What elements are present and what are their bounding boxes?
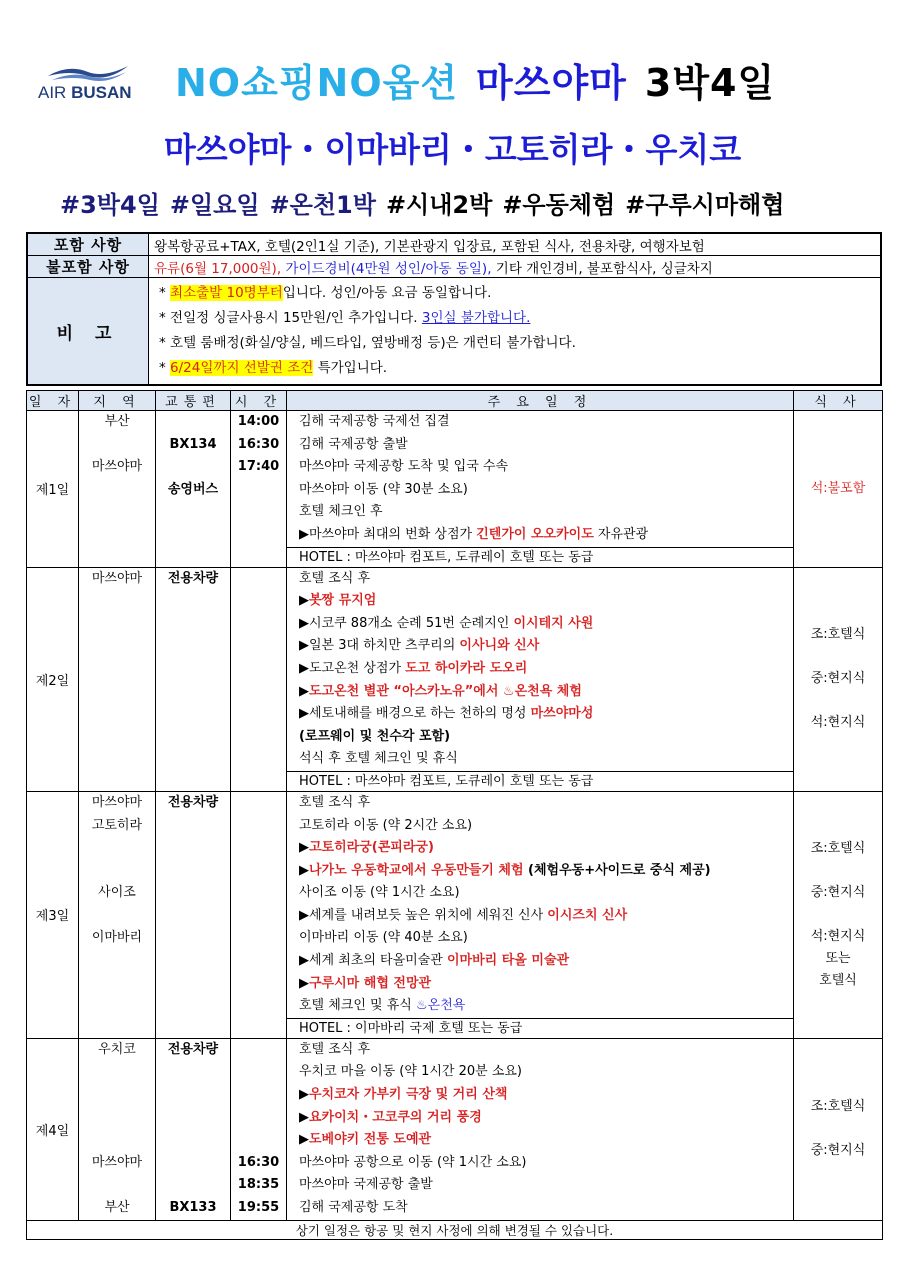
schedule-line: ▶세계 최초의 타올미술관 이마바리 타올 미술관 [299,953,570,969]
schedule-cell [287,567,794,791]
region [79,905,155,928]
time [231,501,286,524]
time [231,1107,286,1130]
schedule-line: ▶도베야키 전통 도예관 [299,1132,432,1148]
schedule-line: ▶도고온천 상점가 도고 하이카라 도오리 [299,660,528,676]
excluded-label: 불포함 사항 [27,256,149,278]
itinerary-header-row [27,391,883,411]
schedule-line: 사이조 이동 (약 1시간 소요) [299,885,460,901]
schedule-line: 마쓰야마 국제공항 도착 및 입국 수속 [299,459,509,475]
header-region: 지 역 [79,391,156,411]
schedule-line: 호텔 조식 후 [299,794,371,810]
time [231,1129,286,1152]
transport [156,1152,230,1175]
schedule-line: ▶봇짱 뮤지엄 [299,593,377,609]
meals-cell [794,791,883,1038]
region [79,479,155,502]
meal-item: 조:호텔식 [810,627,866,643]
region [79,501,155,524]
time-cell [231,791,287,1038]
bird-wing-icon [46,62,130,84]
transport [156,456,230,479]
schedule-line: 석식 후 호텔 체크인 및 휴식 [299,751,458,767]
region [79,1174,155,1197]
schedule-line: ▶요카이치・고코쿠의 거리 풍경 [299,1109,482,1125]
schedule-line: ▶우치코자 가부키 극장 및 거리 산책 [299,1087,508,1103]
time [231,524,286,547]
schedule-line: 호텔 조식 후 [299,570,371,586]
header-time: 시 간 [231,391,287,411]
transport: 전용차량 [167,1041,219,1057]
page-header [0,0,905,230]
day-row [27,411,883,568]
time: 17:40 [237,459,280,475]
remark-item: * 호텔 룸배정(화실/양실, 베드타입, 옆방배정 등)은 개런티 불가합니다. [159,335,576,351]
region [79,1129,155,1152]
schedule-line: 호텔 조식 후 [299,1041,371,1057]
schedule-line: 마쓰야마 국제공항 출발 [299,1177,433,1193]
region-cell [79,1038,156,1220]
region-cell [79,791,156,1038]
header-meals: 식 사 [794,391,883,411]
remark-item: * 전일정 싱글사용시 15만원/인 추가입니다. 3인실 불가합니다. [159,310,531,326]
meal-item: 중:현지식 [810,884,866,900]
region: 마쓰야마 [91,1154,143,1170]
region: 부산 [104,414,130,429]
tour-info-table [26,232,882,386]
air-busan-logo [38,62,134,104]
transport [156,1107,230,1130]
region [79,524,155,547]
schedule-line: ▶세계를 내려보듯 높은 위치에 세워진 신사 이시즈치 신사 [299,907,628,923]
transport-cell [156,411,231,568]
meal-item: 석:현지식 [810,715,866,731]
transport-cell [156,1038,231,1220]
meal-item: 또는 [825,950,851,966]
region-cell [79,567,156,791]
transport: 전용차량 [167,570,219,586]
route-subtitle: 마쓰야마・이마바리・고토히라・우치코 [163,130,742,169]
day-label: 제3일 [27,791,79,1038]
region-cell [79,411,156,568]
schedule-line: 호텔 체크인 후 [299,504,383,520]
time: 14:00 [237,414,280,429]
hotel-line: HOTEL : 마쓰야마 컴포트, 도큐레이 호텔 또는 동급 [287,547,793,567]
remarks-label: 비 고 [27,278,149,386]
transport [156,501,230,524]
transport: 송영버스 [167,481,219,497]
transport [156,411,230,434]
time-cell [231,1038,287,1220]
region [79,860,155,883]
region: 이마바리 [91,930,143,946]
transport [156,1129,230,1152]
meal-item: 중:현지식 [810,671,866,687]
schedule-line: ▶고토히라궁(콘피라궁) [299,840,434,856]
schedule-line: ▶일본 3대 하치만 츠쿠리의 이사니와 신사 [299,638,540,654]
schedule-line: (로프웨이 및 천수각 포함) [299,728,451,744]
meal-item: 중:현지식 [810,1143,866,1159]
region [79,1107,155,1130]
schedule-cell [287,1038,794,1220]
time-cell [231,567,287,791]
schedule-cell [287,411,794,568]
schedule-line: ▶도고온천 별관 “아스카노유”에서 ♨온천욕 체험 [299,683,582,699]
transport [156,524,230,547]
included-row [27,233,881,256]
day-row [27,1038,883,1220]
time-cell [231,411,287,568]
time [231,479,286,502]
time: 19:55 [237,1200,280,1215]
meal-item: 조:호텔식 [810,1099,866,1115]
transport: BX133 [169,1200,217,1215]
region [79,434,155,457]
region [79,1061,155,1084]
included-text: 왕복항공료+TAX, 호텔(2인1실 기준), 기본관광지 입장료, 포함된 식사, 전용차량, 여행자보험 [149,233,882,256]
schedule-line: 마쓰야마 공항으로 이동 (약 1시간 소요) [299,1154,527,1170]
remarks-row [27,278,881,386]
day-label: 제1일 [27,411,79,568]
time: 16:30 [237,1154,280,1170]
day-row [27,791,883,1038]
time [231,1084,286,1107]
header-date: 일 자 [27,391,79,411]
logo-text: AIR BUSAN [38,83,132,102]
header-schedule: 주 요 일 정 [287,391,794,411]
excluded-row [27,256,881,278]
region: 부산 [104,1200,130,1215]
schedule-line: 김해 국제공항 도착 [299,1200,408,1215]
region [79,837,155,860]
itinerary-table [26,390,883,1240]
region: 고토히라 [91,817,143,833]
schedule-line: ▶시코쿠 88개소 순례 51번 순례지인 이시테지 사원 [299,615,594,631]
meals-cell [794,1038,883,1220]
footer-row [27,1220,883,1239]
transport-cell [156,567,231,791]
meals-cell [794,567,883,791]
meals-cell [794,411,883,568]
transport: 전용차량 [167,794,219,810]
transport: BX134 [169,436,217,452]
schedule-line: 고토히라 이동 (약 2시간 소요) [299,817,473,833]
time [231,1039,286,1062]
hashtags: #3박4일 #일요일 #온천1박 #시내2박 #우동체험 #구루시마해협 [60,191,785,219]
time [231,1061,286,1084]
region: 사이조 [98,885,136,901]
remarks-list [149,278,882,386]
schedule-line: ▶세토내해를 배경으로 하는 천하의 명성 마쓰야마성 [299,706,594,722]
excluded-text: 유류(6월 17,000원), 가이드경비(4만원 성인/아동 동일), 기타 개인경비, 불포함식사, 싱글차지 [149,256,882,278]
page-title: NO쇼핑NO옵션 마쓰야마 3박4일 [175,61,776,105]
schedule-line: 우치코 마을 이동 (약 1시간 20분 소요) [299,1064,523,1080]
region: 마쓰야마 [91,794,143,810]
hotel-line: HOTEL : 마쓰야마 컴포트, 도큐레이 호텔 또는 동급 [287,771,793,791]
transport-cell [156,791,231,1038]
meal-item: 석:현지식 [810,928,866,944]
region: 우치코 [98,1041,136,1057]
hotel-line: HOTEL : 이마바리 국제 호텔 또는 동급 [287,1018,793,1038]
header-transport: 교통편 [156,391,231,411]
schedule-line: 이마바리 이동 (약 40분 소요) [299,930,468,946]
included-label: 포함 사항 [27,233,149,256]
time: 18:35 [237,1177,280,1193]
footer-note: 상기 일정은 항공 및 현지 사정에 의해 변경될 수 있습니다. [27,1220,883,1239]
schedule-line: ▶구루시마 해협 전망관 [299,975,432,991]
schedule-line: 마쓰야마 이동 (약 30분 소요) [299,481,468,497]
day-label: 제4일 [27,1038,79,1220]
schedule-line: ▶마쓰야마 최대의 번화 상점가 긴텐가이 오오카이도 자유관광 [299,526,649,542]
region: 마쓰야마 [91,459,143,475]
schedule-cell [287,791,794,1038]
time: 16:30 [237,436,280,452]
remark-item: * 6/24일까지 선발권 조건 특가입니다. [159,360,388,376]
region: 마쓰야마 [91,570,143,586]
remark-item: * 최소출발 10명부터입니다. 성인/아동 요금 동일합니다. [159,285,492,301]
schedule-line: 김해 국제공항 국제선 집결 [299,414,450,429]
schedule-line: 김해 국제공항 출발 [299,436,408,452]
transport [156,1174,230,1197]
transport [156,1061,230,1084]
meal-item: 조:호텔식 [810,840,866,856]
meal-item: 호텔식 [819,972,857,988]
schedule-line: ▶나가노 우동학교에서 우동만들기 체험 (체험우동+사이드로 중식 제공) [299,862,711,878]
transport [156,1084,230,1107]
meal-item: 석:불포함 [810,480,866,496]
day-row [27,567,883,791]
region [79,1084,155,1107]
schedule-line: 호텔 체크인 및 휴식 ♨온천욕 [299,998,466,1014]
day-label: 제2일 [27,567,79,791]
